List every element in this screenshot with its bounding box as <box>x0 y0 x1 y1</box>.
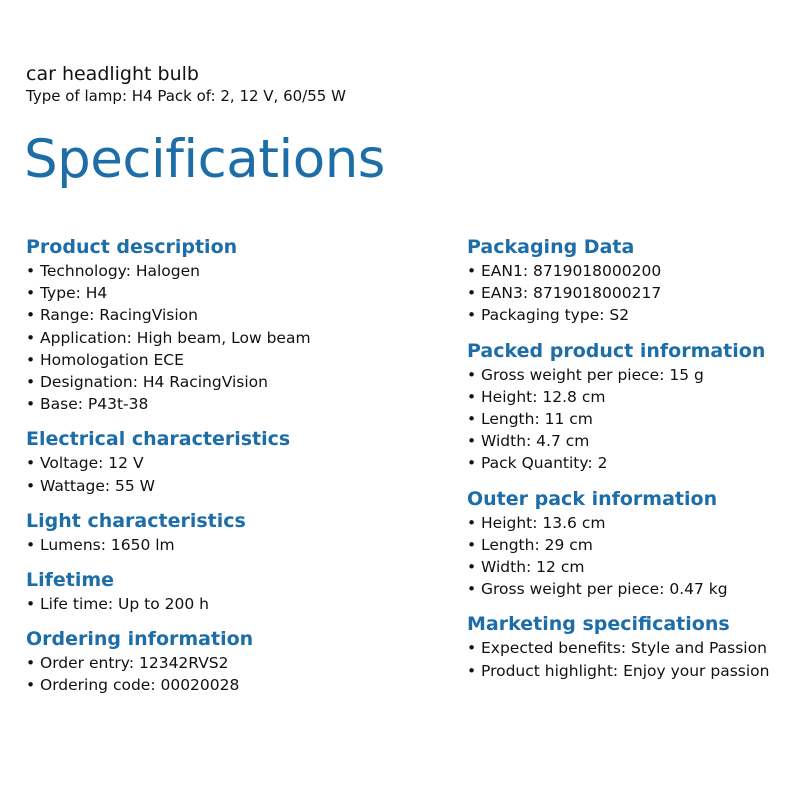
spec-item <box>26 452 446 474</box>
spec-item-text: Lumens: 1650 lm <box>40 535 175 554</box>
bullet-icon: • <box>26 350 36 369</box>
section-product-description <box>26 234 446 415</box>
spec-item-text: Gross weight per piece: 0.47 kg <box>481 580 728 599</box>
spec-item <box>26 393 446 415</box>
bullet-icon: • <box>467 306 477 325</box>
spec-list <box>26 534 446 556</box>
spec-item <box>467 260 797 282</box>
spec-item-text: Width: 12 cm <box>481 558 585 577</box>
spec-item <box>467 452 797 474</box>
bullet-icon: • <box>467 284 477 303</box>
spec-item-text: Homologation ECE <box>40 350 184 369</box>
spec-item <box>467 578 797 600</box>
spec-item <box>467 282 797 304</box>
bullet-icon: • <box>467 580 477 599</box>
spec-item-text: Expected benefits: Style and Passion <box>481 639 767 658</box>
spec-list <box>467 364 797 475</box>
spec-item-text: EAN3: 8719018000217 <box>481 284 662 303</box>
section-outer-pack-information <box>467 486 797 601</box>
section-title: Ordering information <box>26 628 254 651</box>
section-electrical-characteristics <box>26 426 446 496</box>
product-header <box>26 62 346 106</box>
product-subtitle: Type of lamp: H4 Pack of: 2, 12 V, 60/55 W <box>26 87 346 105</box>
spec-item-text: Ordering code: 00020028 <box>40 676 240 695</box>
bullet-icon: • <box>26 306 36 325</box>
spec-item <box>467 386 797 408</box>
bullet-icon: • <box>26 328 36 347</box>
spec-item-text: Pack Quantity: 2 <box>481 454 608 473</box>
spec-item <box>467 304 797 326</box>
spec-item-text: Height: 12.8 cm <box>481 387 606 406</box>
spec-item-text: Order entry: 12342RVS2 <box>40 654 229 673</box>
section-ordering-information <box>26 626 446 696</box>
bullet-icon: • <box>467 454 477 473</box>
page-title: Specifications <box>24 129 385 190</box>
spec-item-text: Base: P43t-38 <box>40 395 149 414</box>
spec-item <box>26 260 446 282</box>
spec-item <box>26 674 446 696</box>
section-title: Packaging Data <box>467 236 635 258</box>
product-name: car headlight bulb <box>26 63 199 85</box>
section-title: Product description <box>26 236 238 258</box>
bullet-icon: • <box>26 595 36 614</box>
spec-item-text: Length: 11 cm <box>481 410 593 429</box>
spec-item-text: Length: 29 cm <box>481 535 593 554</box>
spec-item-text: EAN1: 8719018000200 <box>481 262 662 280</box>
spec-item-text: Designation: H4 RacingVision <box>40 373 268 392</box>
spec-list <box>26 652 446 696</box>
bullet-icon: • <box>26 654 36 673</box>
spec-item <box>467 408 797 430</box>
spec-item <box>467 364 797 386</box>
spec-item-text: Life time: Up to 200 h <box>40 595 209 614</box>
spec-item <box>26 534 446 556</box>
section-lifetime <box>26 567 446 615</box>
section-title: Electrical characteristics <box>26 428 291 451</box>
section-title: Light characteristics <box>26 509 246 532</box>
bullet-icon: • <box>467 365 477 384</box>
bullet-icon: • <box>467 558 477 577</box>
section-title: Outer pack information <box>467 487 718 510</box>
section-title: Packed product information <box>467 339 766 362</box>
spec-item-text: Height: 13.6 cm <box>481 513 606 532</box>
spec-item <box>467 430 797 452</box>
spec-item <box>467 660 797 682</box>
bullet-icon: • <box>26 454 36 473</box>
left-column <box>26 234 446 708</box>
spec-item <box>26 304 446 326</box>
bullet-icon: • <box>467 262 477 280</box>
section-packed-product-information <box>467 338 797 475</box>
bullet-icon: • <box>26 373 36 392</box>
spec-item-text: Width: 4.7 cm <box>481 432 590 451</box>
spec-item-text: Application: High beam, Low beam <box>40 328 311 347</box>
bullet-icon: • <box>467 639 477 658</box>
spec-item <box>26 349 446 371</box>
spec-item <box>467 556 797 578</box>
spec-list <box>26 452 446 496</box>
spec-item <box>26 652 446 674</box>
bullet-icon: • <box>26 262 36 280</box>
bullet-icon: • <box>26 284 36 303</box>
spec-item-text: Product highlight: Enjoy your passion <box>481 661 770 680</box>
spec-item <box>26 593 446 615</box>
spec-item-text: Type: H4 <box>40 284 108 303</box>
bullet-icon: • <box>467 661 477 680</box>
section-title: Lifetime <box>26 569 115 592</box>
spec-list <box>467 637 797 681</box>
bullet-icon: • <box>467 535 477 554</box>
spec-list <box>26 260 446 415</box>
spec-item <box>26 371 446 393</box>
spec-item <box>26 282 446 304</box>
section-marketing-specifications <box>467 611 797 681</box>
section-light-characteristics <box>26 508 446 556</box>
bullet-icon: • <box>467 513 477 532</box>
spec-item-text: Wattage: 55 W <box>40 476 155 495</box>
bullet-icon: • <box>26 535 36 554</box>
section-packaging-data <box>467 234 797 327</box>
bullet-icon: • <box>467 387 477 406</box>
spec-item <box>26 327 446 349</box>
spec-list <box>467 512 797 601</box>
right-column <box>467 234 797 693</box>
spec-item <box>467 637 797 659</box>
bullet-icon: • <box>26 676 36 695</box>
spec-list <box>467 260 797 327</box>
bullet-icon: • <box>467 410 477 429</box>
spec-item-text: Packaging type: S2 <box>481 306 630 325</box>
bullet-icon: • <box>26 476 36 495</box>
spec-item-text: Range: RacingVision <box>40 306 198 325</box>
spec-item-text: Voltage: 12 V <box>40 454 144 473</box>
spec-item-text: Gross weight per piece: 15 g <box>481 365 704 384</box>
bullet-icon: • <box>26 395 36 414</box>
section-title: Marketing specifications <box>467 613 730 636</box>
spec-item-text: Technology: Halogen <box>40 262 200 280</box>
spec-item <box>467 512 797 534</box>
spec-item <box>26 475 446 497</box>
spec-list <box>26 593 446 615</box>
bullet-icon: • <box>467 432 477 451</box>
spec-item <box>467 534 797 556</box>
